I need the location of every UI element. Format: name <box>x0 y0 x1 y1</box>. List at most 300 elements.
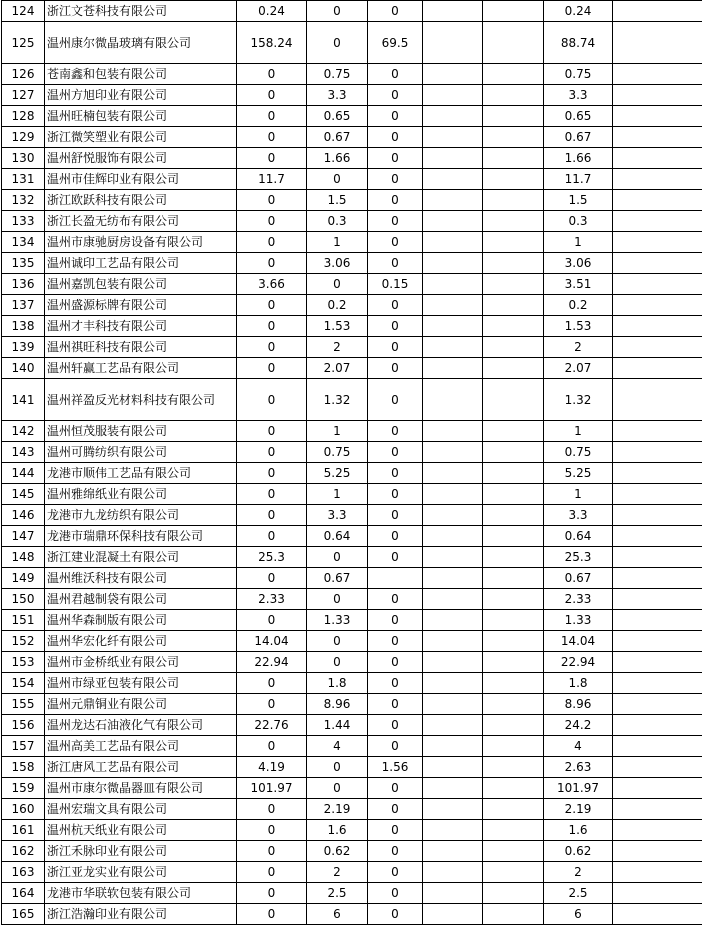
value-col-4 <box>423 715 483 736</box>
value-col-3: 0 <box>368 715 423 736</box>
value-col-7 <box>613 589 702 610</box>
value-col-2: 0 <box>307 652 368 673</box>
value-col-5 <box>483 463 544 484</box>
value-col-4 <box>423 862 483 883</box>
value-col-4 <box>423 421 483 442</box>
value-col-5 <box>483 547 544 568</box>
value-col-2: 1.6 <box>307 820 368 841</box>
value-col-1: 0 <box>237 148 307 169</box>
value-col-5 <box>483 904 544 925</box>
row-number: 137 <box>2 295 45 316</box>
value-col-1: 0 <box>237 85 307 106</box>
value-col-6: 6 <box>544 904 613 925</box>
value-col-2: 2 <box>307 337 368 358</box>
company-name: 浙江建业混凝土有限公司 <box>45 547 237 568</box>
value-col-5 <box>483 778 544 799</box>
value-col-7 <box>613 337 702 358</box>
company-name: 温州雅绵纸业有限公司 <box>45 484 237 505</box>
table-row <box>2 169 702 190</box>
value-col-6: 0.75 <box>544 442 613 463</box>
value-col-6: 2 <box>544 862 613 883</box>
value-col-1: 0 <box>237 568 307 589</box>
value-col-5 <box>483 610 544 631</box>
value-col-2: 8.96 <box>307 694 368 715</box>
table-row <box>2 274 702 295</box>
company-name: 温州华宏化纤有限公司 <box>45 631 237 652</box>
value-col-1: 3.66 <box>237 274 307 295</box>
value-col-1: 158.24 <box>237 22 307 64</box>
value-col-6: 1.6 <box>544 820 613 841</box>
value-col-5 <box>483 316 544 337</box>
value-col-4 <box>423 190 483 211</box>
company-name: 浙江浩瀚印业有限公司 <box>45 904 237 925</box>
value-col-3: 0 <box>368 883 423 904</box>
company-name: 苍南鑫和包装有限公司 <box>45 64 237 85</box>
value-col-7 <box>613 568 702 589</box>
value-col-4 <box>423 778 483 799</box>
value-col-1: 0 <box>237 442 307 463</box>
company-name: 龙港市瑞鼎环保科技有限公司 <box>45 526 237 547</box>
row-number: 141 <box>2 379 45 421</box>
value-col-6: 22.94 <box>544 652 613 673</box>
value-col-1: 0 <box>237 316 307 337</box>
company-name: 温州市金桥纸业有限公司 <box>45 652 237 673</box>
value-col-2: 2 <box>307 862 368 883</box>
value-col-6: 0.67 <box>544 127 613 148</box>
value-col-3: 0 <box>368 463 423 484</box>
value-col-1: 0 <box>237 526 307 547</box>
value-col-7 <box>613 757 702 778</box>
company-name: 温州市绿亚包装有限公司 <box>45 673 237 694</box>
value-col-1: 0 <box>237 337 307 358</box>
value-col-6: 1 <box>544 484 613 505</box>
row-number: 139 <box>2 337 45 358</box>
value-col-4 <box>423 631 483 652</box>
company-name: 温州盛源标牌有限公司 <box>45 295 237 316</box>
table-row <box>2 547 702 568</box>
value-col-4 <box>423 757 483 778</box>
value-col-1: 14.04 <box>237 631 307 652</box>
value-col-6: 2.63 <box>544 757 613 778</box>
value-col-5 <box>483 484 544 505</box>
value-col-1: 101.97 <box>237 778 307 799</box>
company-name: 温州方旭印业有限公司 <box>45 85 237 106</box>
value-col-3: 0 <box>368 85 423 106</box>
value-col-2: 0.64 <box>307 526 368 547</box>
value-col-5 <box>483 358 544 379</box>
value-col-3: 0 <box>368 694 423 715</box>
company-name: 温州高美工艺品有限公司 <box>45 736 237 757</box>
value-col-1: 0 <box>237 379 307 421</box>
value-col-4 <box>423 316 483 337</box>
row-number: 131 <box>2 169 45 190</box>
value-col-6: 88.74 <box>544 22 613 64</box>
value-col-1: 0 <box>237 883 307 904</box>
company-name: 浙江唐风工艺品有限公司 <box>45 757 237 778</box>
value-col-4 <box>423 295 483 316</box>
value-col-7 <box>613 673 702 694</box>
value-col-3: 0 <box>368 778 423 799</box>
company-name: 温州轩赢工艺品有限公司 <box>45 358 237 379</box>
row-number: 148 <box>2 547 45 568</box>
value-col-5 <box>483 526 544 547</box>
value-col-7 <box>613 211 702 232</box>
value-col-5 <box>483 589 544 610</box>
company-name: 温州维沃科技有限公司 <box>45 568 237 589</box>
value-col-2: 1.5 <box>307 190 368 211</box>
value-col-4 <box>423 799 483 820</box>
value-col-7 <box>613 148 702 169</box>
value-col-3: 0 <box>368 337 423 358</box>
value-col-3: 0 <box>368 820 423 841</box>
value-col-4 <box>423 442 483 463</box>
company-name: 温州君越制袋有限公司 <box>45 589 237 610</box>
value-col-7 <box>613 799 702 820</box>
value-col-6: 1.8 <box>544 673 613 694</box>
value-col-5 <box>483 715 544 736</box>
value-col-7 <box>613 778 702 799</box>
value-col-7 <box>613 547 702 568</box>
value-col-3: 0 <box>368 232 423 253</box>
table-row <box>2 631 702 652</box>
row-number: 165 <box>2 904 45 925</box>
value-col-2: 0 <box>307 589 368 610</box>
table-row <box>2 358 702 379</box>
value-col-7 <box>613 22 702 64</box>
value-col-6: 1.66 <box>544 148 613 169</box>
value-col-3: 0 <box>368 610 423 631</box>
row-number: 155 <box>2 694 45 715</box>
table-row <box>2 715 702 736</box>
value-col-6: 3.3 <box>544 505 613 526</box>
value-col-7 <box>613 526 702 547</box>
value-col-7 <box>613 841 702 862</box>
value-col-1: 0 <box>237 610 307 631</box>
row-number: 126 <box>2 64 45 85</box>
value-col-1: 0 <box>237 232 307 253</box>
value-col-3 <box>368 568 423 589</box>
value-col-5 <box>483 85 544 106</box>
row-number: 140 <box>2 358 45 379</box>
value-col-2: 1.8 <box>307 673 368 694</box>
value-col-3: 0 <box>368 547 423 568</box>
value-col-7 <box>613 127 702 148</box>
value-col-5 <box>483 1 544 22</box>
value-col-2: 1.33 <box>307 610 368 631</box>
row-number: 138 <box>2 316 45 337</box>
value-col-6: 4 <box>544 736 613 757</box>
value-col-7 <box>613 820 702 841</box>
value-col-5 <box>483 337 544 358</box>
row-number: 134 <box>2 232 45 253</box>
value-col-7 <box>613 442 702 463</box>
value-col-2: 0 <box>307 274 368 295</box>
value-col-4 <box>423 841 483 862</box>
row-number: 158 <box>2 757 45 778</box>
table-row <box>2 568 702 589</box>
value-col-2: 0 <box>307 1 368 22</box>
row-number: 145 <box>2 484 45 505</box>
value-col-6: 25.3 <box>544 547 613 568</box>
row-number: 127 <box>2 85 45 106</box>
row-number: 146 <box>2 505 45 526</box>
value-col-1: 0 <box>237 64 307 85</box>
value-col-6: 1.32 <box>544 379 613 421</box>
value-col-4 <box>423 610 483 631</box>
table-row <box>2 841 702 862</box>
table-row <box>2 736 702 757</box>
row-number: 151 <box>2 610 45 631</box>
value-col-1: 4.19 <box>237 757 307 778</box>
row-number: 128 <box>2 106 45 127</box>
value-col-2: 0.67 <box>307 568 368 589</box>
value-col-2: 0 <box>307 547 368 568</box>
value-col-2: 0.62 <box>307 841 368 862</box>
value-col-6: 0.62 <box>544 841 613 862</box>
value-col-5 <box>483 652 544 673</box>
value-col-6: 3.51 <box>544 274 613 295</box>
table-row <box>2 190 702 211</box>
table-row <box>2 337 702 358</box>
value-col-6: 2.5 <box>544 883 613 904</box>
value-col-7 <box>613 253 702 274</box>
value-col-4 <box>423 127 483 148</box>
table-row <box>2 232 702 253</box>
table-row <box>2 799 702 820</box>
value-col-5 <box>483 274 544 295</box>
company-name: 温州祥盈反光材料科技有限公司 <box>45 379 237 421</box>
value-col-5 <box>483 232 544 253</box>
value-col-7 <box>613 358 702 379</box>
value-col-5 <box>483 799 544 820</box>
value-col-4 <box>423 526 483 547</box>
value-col-2: 0.67 <box>307 127 368 148</box>
value-col-7 <box>613 295 702 316</box>
value-col-5 <box>483 442 544 463</box>
value-col-7 <box>613 463 702 484</box>
company-name: 温州华森制版有限公司 <box>45 610 237 631</box>
value-col-4 <box>423 883 483 904</box>
value-col-5 <box>483 148 544 169</box>
row-number: 135 <box>2 253 45 274</box>
value-col-1: 11.7 <box>237 169 307 190</box>
value-col-7 <box>613 85 702 106</box>
value-col-3: 0 <box>368 190 423 211</box>
company-name: 温州市佳辉印业有限公司 <box>45 169 237 190</box>
value-col-6: 8.96 <box>544 694 613 715</box>
value-col-7 <box>613 232 702 253</box>
value-col-7 <box>613 421 702 442</box>
company-name: 温州嘉凯包装有限公司 <box>45 274 237 295</box>
value-col-2: 1.32 <box>307 379 368 421</box>
value-col-7 <box>613 379 702 421</box>
table-row <box>2 673 702 694</box>
value-col-7 <box>613 862 702 883</box>
company-name: 温州杭天纸业有限公司 <box>45 820 237 841</box>
value-col-6: 24.2 <box>544 715 613 736</box>
value-col-4 <box>423 1 483 22</box>
table-row <box>2 757 702 778</box>
value-col-4 <box>423 463 483 484</box>
value-col-3: 0 <box>368 904 423 925</box>
value-col-2: 0.75 <box>307 442 368 463</box>
value-col-6: 0.67 <box>544 568 613 589</box>
value-col-3: 0 <box>368 442 423 463</box>
value-col-3: 0 <box>368 736 423 757</box>
table-row <box>2 904 702 925</box>
value-col-3: 0 <box>368 379 423 421</box>
table-row <box>2 148 702 169</box>
value-col-5 <box>483 568 544 589</box>
value-col-5 <box>483 631 544 652</box>
value-col-2: 2.19 <box>307 799 368 820</box>
value-col-2: 3.06 <box>307 253 368 274</box>
value-col-1: 0.24 <box>237 1 307 22</box>
value-col-5 <box>483 505 544 526</box>
value-col-3: 0 <box>368 673 423 694</box>
value-col-2: 1.44 <box>307 715 368 736</box>
value-col-6: 3.3 <box>544 85 613 106</box>
company-data-table <box>1 0 702 925</box>
table-row <box>2 22 702 64</box>
value-col-6: 0.75 <box>544 64 613 85</box>
value-col-4 <box>423 106 483 127</box>
company-name: 温州才丰科技有限公司 <box>45 316 237 337</box>
value-col-3: 0 <box>368 841 423 862</box>
table-row <box>2 778 702 799</box>
row-number: 133 <box>2 211 45 232</box>
company-name: 浙江长盈无纺布有限公司 <box>45 211 237 232</box>
value-col-3: 0 <box>368 589 423 610</box>
table-row <box>2 589 702 610</box>
company-name: 温州诚印工艺品有限公司 <box>45 253 237 274</box>
value-col-3: 0 <box>368 1 423 22</box>
value-col-3: 0 <box>368 799 423 820</box>
value-col-4 <box>423 736 483 757</box>
value-col-3: 0.15 <box>368 274 423 295</box>
value-col-4 <box>423 211 483 232</box>
row-number: 129 <box>2 127 45 148</box>
value-col-1: 0 <box>237 694 307 715</box>
value-col-4 <box>423 568 483 589</box>
value-col-5 <box>483 22 544 64</box>
value-col-4 <box>423 148 483 169</box>
value-col-1: 0 <box>237 421 307 442</box>
row-number: 153 <box>2 652 45 673</box>
company-name: 温州恒茂服装有限公司 <box>45 421 237 442</box>
value-col-4 <box>423 64 483 85</box>
value-col-2: 1 <box>307 232 368 253</box>
value-col-2: 1 <box>307 484 368 505</box>
row-number: 142 <box>2 421 45 442</box>
value-col-7 <box>613 274 702 295</box>
table-row <box>2 526 702 547</box>
value-col-1: 0 <box>237 253 307 274</box>
table-row <box>2 883 702 904</box>
row-number: 161 <box>2 820 45 841</box>
company-name: 龙港市华联软包装有限公司 <box>45 883 237 904</box>
value-col-3: 69.5 <box>368 22 423 64</box>
value-col-2: 0 <box>307 169 368 190</box>
row-number: 132 <box>2 190 45 211</box>
value-col-1: 0 <box>237 358 307 379</box>
row-number: 136 <box>2 274 45 295</box>
value-col-4 <box>423 169 483 190</box>
value-col-5 <box>483 841 544 862</box>
row-number: 125 <box>2 22 45 64</box>
value-col-1: 0 <box>237 904 307 925</box>
value-col-2: 0 <box>307 22 368 64</box>
table-row <box>2 106 702 127</box>
value-col-2: 2.07 <box>307 358 368 379</box>
value-col-2: 1.66 <box>307 148 368 169</box>
company-name: 温州市康尔微晶器皿有限公司 <box>45 778 237 799</box>
value-col-2: 1.53 <box>307 316 368 337</box>
row-number: 144 <box>2 463 45 484</box>
company-name: 温州龙达石油液化气有限公司 <box>45 715 237 736</box>
value-col-1: 0 <box>237 463 307 484</box>
value-col-2: 2.5 <box>307 883 368 904</box>
table-row <box>2 211 702 232</box>
value-col-5 <box>483 736 544 757</box>
value-col-2: 4 <box>307 736 368 757</box>
value-col-4 <box>423 358 483 379</box>
value-col-4 <box>423 589 483 610</box>
value-col-2: 0.65 <box>307 106 368 127</box>
value-col-1: 0 <box>237 862 307 883</box>
value-col-7 <box>613 1 702 22</box>
company-name: 浙江微笑塑业有限公司 <box>45 127 237 148</box>
row-number: 159 <box>2 778 45 799</box>
value-col-7 <box>613 715 702 736</box>
value-col-2: 6 <box>307 904 368 925</box>
value-col-2: 3.3 <box>307 85 368 106</box>
value-col-4 <box>423 85 483 106</box>
value-col-2: 0.75 <box>307 64 368 85</box>
value-col-5 <box>483 127 544 148</box>
company-name: 浙江文苍科技有限公司 <box>45 1 237 22</box>
value-col-4 <box>423 505 483 526</box>
value-col-6: 3.06 <box>544 253 613 274</box>
value-col-1: 0 <box>237 673 307 694</box>
value-col-6: 11.7 <box>544 169 613 190</box>
value-col-7 <box>613 883 702 904</box>
value-col-6: 0.2 <box>544 295 613 316</box>
row-number: 124 <box>2 1 45 22</box>
value-col-3: 0 <box>368 358 423 379</box>
value-col-1: 0 <box>237 736 307 757</box>
value-col-5 <box>483 211 544 232</box>
value-col-1: 0 <box>237 505 307 526</box>
value-col-6: 2 <box>544 337 613 358</box>
value-col-4 <box>423 337 483 358</box>
value-col-5 <box>483 379 544 421</box>
company-name: 温州祺旺科技有限公司 <box>45 337 237 358</box>
value-col-1: 2.33 <box>237 589 307 610</box>
value-col-5 <box>483 106 544 127</box>
value-col-7 <box>613 652 702 673</box>
value-col-7 <box>613 631 702 652</box>
table-row <box>2 820 702 841</box>
value-col-5 <box>483 757 544 778</box>
table-row <box>2 484 702 505</box>
value-col-6: 101.97 <box>544 778 613 799</box>
value-col-6: 1 <box>544 232 613 253</box>
value-col-5 <box>483 253 544 274</box>
value-col-4 <box>423 274 483 295</box>
value-col-4 <box>423 232 483 253</box>
company-name: 温州可腾纺织有限公司 <box>45 442 237 463</box>
